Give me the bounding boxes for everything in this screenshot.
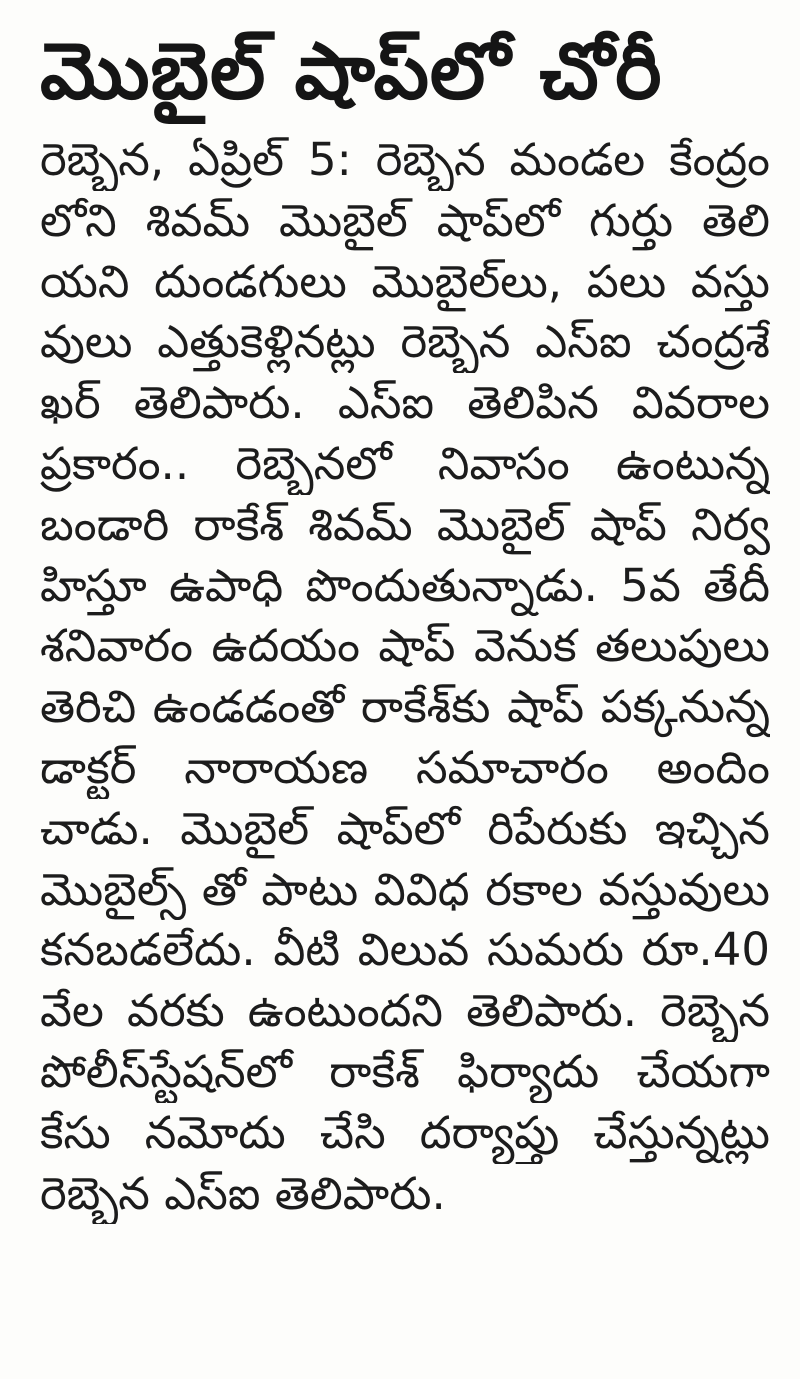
article-body bbox=[40, 130, 770, 1224]
article-line: లోని శివమ్ మొబైల్ షాప్‌లో గుర్తు తెలి bbox=[40, 193, 770, 247]
article-line: పోలీస్‌స్టేషన్‌లో రాకేశ్ ఫిర్యాదు చేయగా bbox=[40, 1044, 770, 1098]
article-line: వేల వరకు ఉంటుందని తెలిపారు. రెబ్బెన bbox=[40, 984, 770, 1038]
article-line: కనబడలేదు. వీటి విలువ సుమరు రూ.40 bbox=[40, 923, 770, 977]
article-line: తెరిచి ఉండడంతో రాకేశ్‌కు షాప్ పక్కనున్న bbox=[40, 680, 770, 734]
article-line: చాడు. మొబైల్ షాప్‌లో రిపేరుకు ఇచ్చిన bbox=[40, 801, 770, 855]
article-line: ఖర్ తెలిపారు. ఎస్ఐ తెలిపిన వివరాల bbox=[40, 376, 770, 430]
article-line: యని దుండగులు మొబైల్‌లు, పలు వస్తు bbox=[40, 254, 770, 308]
article-line: రెబ్బెన, ఏప్రిల్ 5: రెబ్బెన మండల కేంద్రం bbox=[40, 133, 770, 186]
article-line: హిస్తూ ఉపాధి పొందుతున్నాడు. 5వ తేదీ bbox=[40, 558, 770, 612]
article-line: బండారి రాకేశ్ శివమ్ మొబైల్ షాప్ నిర్వ bbox=[40, 497, 770, 551]
article-line: వులు ఎత్తుకెళ్లినట్లు రెబ్బెన ఎస్ఐ చంద్రశే bbox=[40, 315, 770, 369]
article-line: మొబైల్స్ తో పాటు వివిధ రకాల వస్తువులు bbox=[40, 862, 770, 916]
article-line: డాక్టర్ నారాయణ సమాచారం అందిం bbox=[40, 740, 770, 794]
article-line: శనివారం ఉదయం షాప్ వెనుక తలుపులు bbox=[40, 619, 770, 673]
headline: మొబైల్ షాప్‌లో చోరీ bbox=[40, 27, 663, 117]
article-line-last: రెబ్బెన ఎస్ఐ తెలిపారు. bbox=[40, 1166, 446, 1220]
article-line: కేసు నమోదు చేసి దర్యాప్తు చేస్తున్నట్లు bbox=[40, 1105, 770, 1159]
article-line: ప్రకారం.. రెబ్బెనలో నివాసం ఉంటున్న bbox=[40, 436, 770, 490]
